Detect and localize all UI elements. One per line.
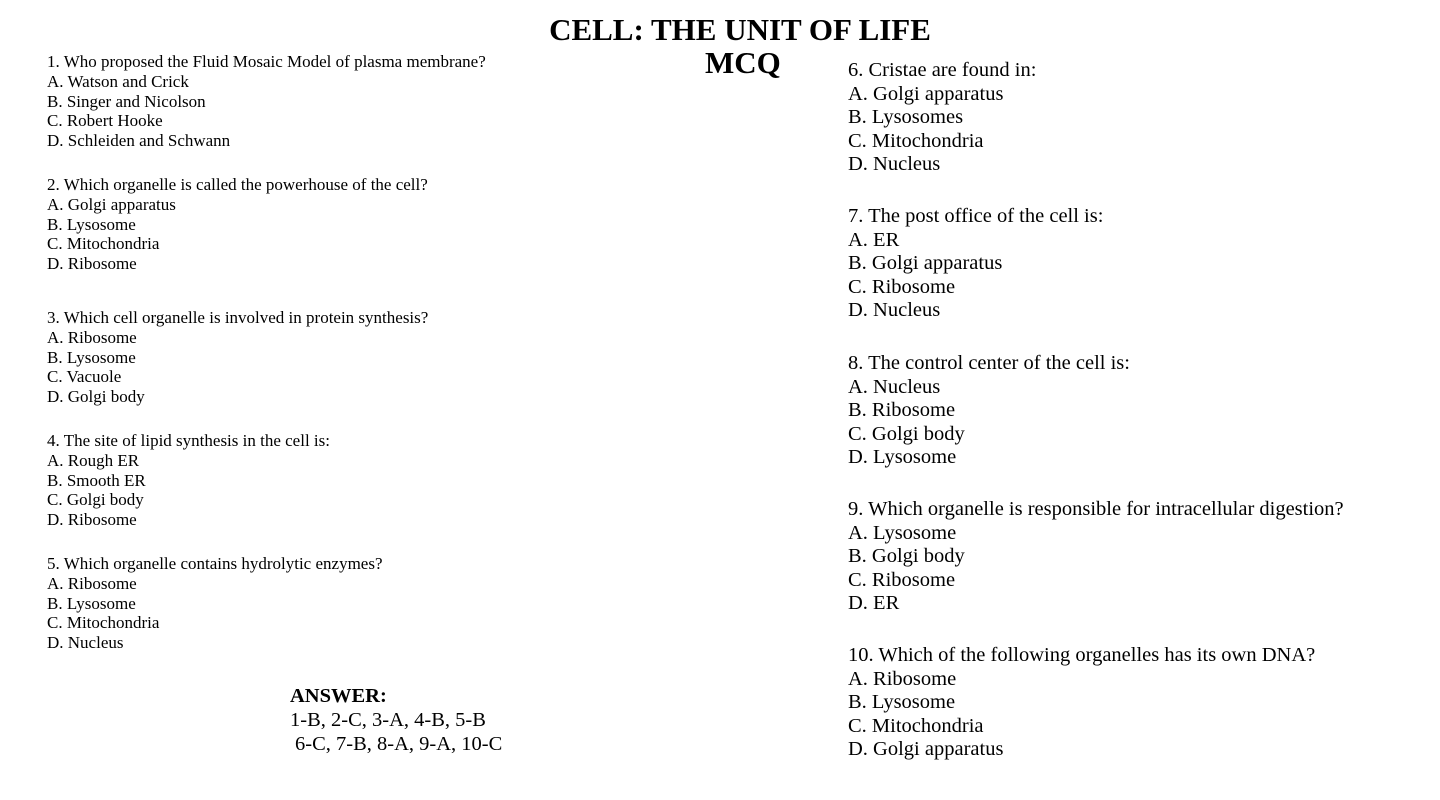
page-title: CELL: THE UNIT OF LIFE [549, 12, 931, 47]
option-a: A. Rough ER [47, 450, 140, 470]
question-block [848, 352, 1130, 470]
option-b: B. Lysosome [47, 347, 136, 367]
page-subtitle: MCQ [705, 45, 781, 80]
option-c: C. Ribosome [848, 568, 956, 591]
option-c: C. Mitochondria [47, 234, 160, 254]
question-text: 1. Who proposed the Fluid Mosaic Model of plasma membrane? [47, 52, 486, 71]
option-c: C. Mitochondria [848, 714, 984, 737]
option-d: D. Schleiden and Schwann [47, 131, 231, 151]
option-d: D. Ribosome [47, 254, 137, 274]
option-a: A. Golgi apparatus [47, 194, 176, 214]
question-block [47, 52, 486, 151]
option-d: D. Nucleus [47, 633, 124, 653]
option-c: C. Golgi body [848, 422, 965, 445]
option-c: C. Vacuole [47, 367, 122, 387]
option-a: A. Ribosome [47, 327, 137, 347]
question-text: 6. Cristae are found in: [848, 59, 1037, 81]
option-c: C. Mitochondria [47, 613, 160, 633]
option-c: C. Mitochondria [848, 129, 984, 152]
question-block [47, 554, 383, 653]
question-block [848, 205, 1103, 323]
question-block [848, 644, 1315, 762]
option-c: C. Ribosome [848, 275, 956, 298]
question-block [848, 59, 1036, 177]
option-a: A. Lysosome [848, 521, 957, 544]
option-d: D. Nucleus [848, 299, 941, 322]
option-d: D. Nucleus [848, 153, 941, 176]
option-b: B. Smooth ER [47, 470, 146, 490]
option-d: D. Lysosome [848, 446, 957, 469]
question-text: 9. Which organelle is responsible for intracellular digestion? [848, 498, 1344, 520]
question-text: 4. The site of lipid synthesis in the cell is: [47, 431, 330, 450]
question-text: 7. The post office of the cell is: [848, 205, 1104, 227]
option-a: A. Golgi apparatus [848, 82, 1004, 105]
option-d: D. Golgi body [47, 387, 145, 407]
option-b: B. Lysosome [47, 214, 136, 234]
question-block [848, 498, 1344, 616]
option-d: D. Ribosome [47, 510, 137, 530]
question-text: 3. Which cell organelle is involved in protein synthesis? [47, 308, 429, 327]
option-b: B. Lysosomes [848, 106, 964, 129]
answer-line: 6-C, 7-B, 8-A, 9-A, 10-C [295, 733, 503, 755]
option-c: C. Golgi body [47, 490, 144, 510]
option-b: B. Lysosome [848, 691, 956, 714]
option-a: A. Ribosome [848, 667, 957, 690]
question-block [47, 431, 330, 530]
option-c: C. Robert Hooke [47, 111, 163, 131]
option-a: A. Nucleus [848, 375, 941, 398]
option-b: B. Lysosome [47, 593, 136, 613]
question-text: 10. Which of the following organelles has its own DNA? [848, 644, 1316, 666]
question-text: 5. Which organelle contains hydrolytic enzymes? [47, 554, 383, 573]
question-text: 2. Which organelle is called the powerhouse of the cell? [47, 175, 428, 194]
option-b: B. Golgi body [848, 545, 965, 568]
question-text: 8. The control center of the cell is: [848, 352, 1130, 374]
option-d: D. ER [848, 592, 900, 615]
option-b: B. Singer and Nicolson [47, 91, 206, 111]
option-d: D. Golgi apparatus [848, 738, 1004, 761]
option-a: A. ER [848, 228, 900, 251]
question-block [47, 175, 428, 274]
option-a: A. Watson and Crick [47, 71, 189, 91]
answer-key [290, 684, 502, 756]
question-block [47, 308, 428, 407]
answer-line: 1-B, 2-C, 3-A, 4-B, 5-B [290, 709, 486, 731]
option-b: B. Ribosome [848, 399, 956, 422]
answer-heading: ANSWER: [290, 685, 387, 707]
option-b: B. Golgi apparatus [848, 252, 1003, 275]
option-a: A. Ribosome [47, 573, 137, 593]
